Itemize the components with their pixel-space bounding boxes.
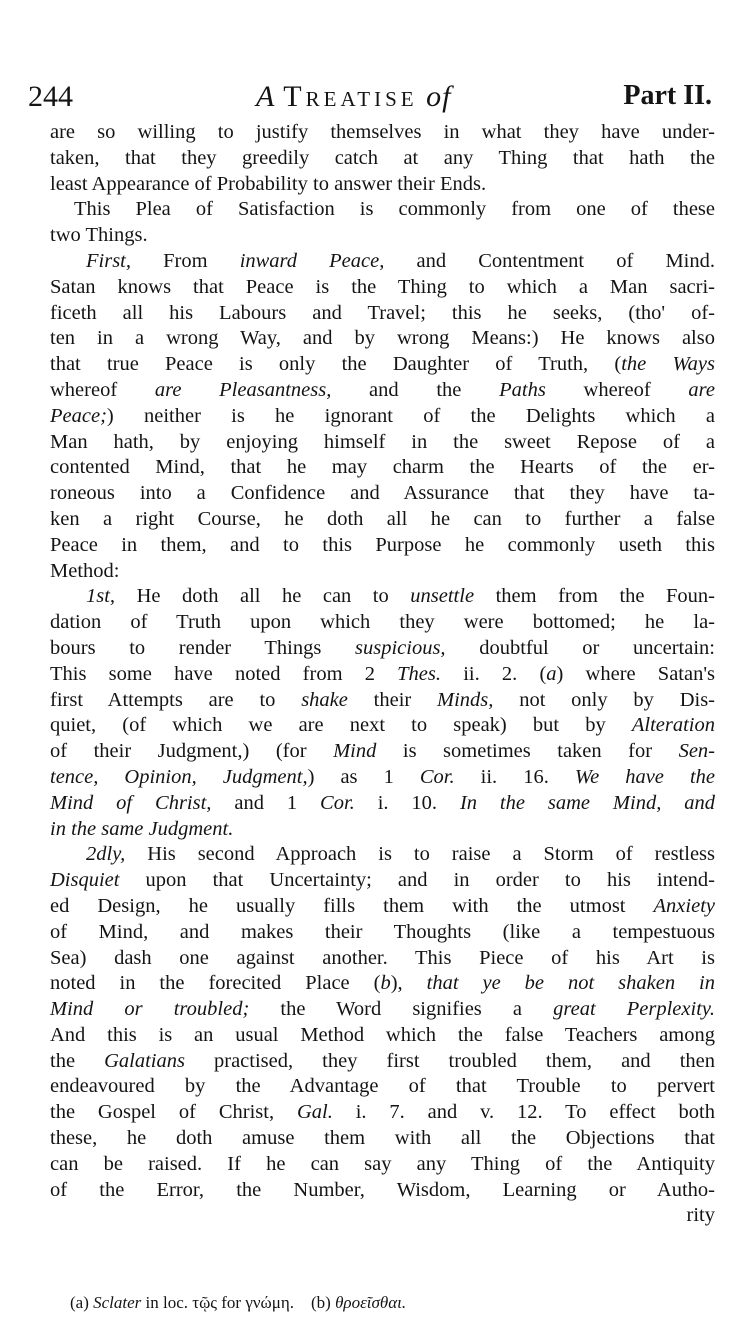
text-segment: two Things. (50, 224, 148, 247)
text-segment: Galatians (104, 1049, 185, 1072)
body-text (50, 120, 715, 1229)
text-line (50, 1049, 715, 1075)
running-title-prefix: A (256, 80, 275, 113)
text-segment: Man hath, by enjoying himself in the sweet Repose of a (50, 430, 715, 453)
text-segment: of the Error, the Number, Wisdom, Learning or Autho- (50, 1178, 715, 1201)
text-segment: We have the (574, 765, 715, 788)
text-line (50, 765, 715, 791)
text-segment: Sea) dash one against another. This Piece of his Art is (50, 946, 715, 969)
page-number: 244 (28, 80, 73, 113)
text-line (50, 533, 715, 559)
text-line (50, 559, 715, 585)
text-segment: Method: (50, 559, 120, 582)
text-line (50, 1152, 715, 1178)
text-segment: them from the Foun- (474, 585, 715, 608)
text-segment: Peace; (50, 404, 107, 427)
text-segment: and 1 (211, 791, 321, 814)
text-line (50, 971, 715, 997)
text-line (50, 1074, 715, 1100)
text-segment: Anxiety (653, 894, 715, 917)
text-line (50, 791, 715, 817)
running-title (256, 80, 451, 114)
text-line (50, 1126, 715, 1152)
text-segment: Alteration (631, 714, 715, 737)
running-header (28, 78, 712, 118)
part-label: Part II. (623, 80, 712, 111)
text-segment: From (131, 249, 240, 272)
footnote-b-text: θροεῖσθαι. (335, 1293, 407, 1312)
footnote-a-author: Sclater (93, 1293, 142, 1312)
text-segment: This some have noted from 2 (50, 662, 398, 685)
text-segment: And this is an usual Method which the false Teachers among (50, 1023, 715, 1046)
text-segment: i. 7. and v. 12. To effect both (332, 1101, 715, 1124)
text-segment: are (688, 378, 715, 401)
text-line (50, 1023, 715, 1049)
text-line (50, 378, 715, 404)
text-segment: and Contentment of Mind. (384, 249, 715, 272)
text-segment: Peace in them, and to this Purpose he commonly useth this (50, 533, 715, 556)
text-line (50, 352, 715, 378)
text-segment: endeavoured by the Advantage of that Trouble to pervert (50, 1075, 715, 1098)
text-segment: practised, they first troubled them, and then (184, 1049, 716, 1072)
text-segment: 1st, (86, 585, 116, 608)
text-segment: unsettle (410, 585, 475, 608)
text-segment: Cor. (419, 765, 455, 788)
text-segment: Gal. (296, 1101, 333, 1124)
text-segment: suspicious, (355, 636, 446, 659)
text-segment: upon that Uncertainty; and in order to his intend- (119, 869, 715, 892)
text-segment: the Gospel of Christ, (50, 1101, 297, 1124)
text-segment: least Appearance of Probability to answer their Ends. (50, 172, 487, 195)
text-line (50, 946, 715, 972)
text-segment: ten in a wrong Way, and by wrong Means:) He knows also (50, 327, 715, 350)
text-line (50, 146, 715, 172)
text-segment: His second Approach is to raise a Storm of restless (125, 843, 715, 866)
text-line (50, 584, 715, 610)
text-segment: ) as 1 (307, 765, 420, 788)
text-segment: whereof (50, 378, 155, 401)
text-segment: bours to render Things (50, 636, 355, 659)
text-line (50, 275, 715, 301)
text-segment: is sometimes taken for (376, 740, 679, 763)
text-segment: Mind (333, 740, 377, 763)
text-segment: In the same Mind, and (459, 791, 715, 814)
text-line (50, 326, 715, 352)
footnotes (70, 1293, 710, 1313)
text-line (50, 507, 715, 533)
text-segment: the (50, 1049, 105, 1072)
text-segment: ficeth all his Labours and Travel; this he seeks, (tho' of- (50, 301, 715, 324)
text-line (50, 868, 715, 894)
text-line (50, 430, 715, 456)
text-segment: a (546, 662, 557, 685)
text-segment: that true Peace is only the Daughter of Truth, ( (50, 353, 622, 376)
text-segment: ed Design, he usually fills them with the utmost (50, 894, 654, 917)
text-line (50, 1203, 715, 1229)
text-segment: are Pleasantness, (154, 378, 332, 401)
text-segment: these, he doth amuse them with all the Objections that (50, 1127, 715, 1150)
text-line (50, 1100, 715, 1126)
text-segment: their (347, 688, 438, 711)
text-line (50, 920, 715, 946)
text-segment: shake (301, 688, 348, 711)
text-segment: first Attempts are to (50, 688, 302, 711)
text-line (50, 713, 715, 739)
text-segment: Paths (499, 378, 546, 401)
text-segment: i. 10. (354, 791, 460, 814)
text-segment: Thes. (397, 662, 442, 685)
text-segment: Cor. (320, 791, 355, 814)
text-segment: taken, that they greedily catch at any Thing that hath the (50, 146, 715, 169)
text-line (50, 842, 715, 868)
text-line (50, 997, 715, 1023)
text-segment: contented Mind, that he may charm the Hearts of the er- (50, 456, 715, 479)
text-line (50, 610, 715, 636)
text-segment: tence, Opinion, Judgment, (50, 765, 308, 788)
footnote-a-mark: (a) (70, 1293, 89, 1312)
text-line (50, 223, 715, 249)
text-line (50, 301, 715, 327)
running-title-suffix: of (426, 80, 452, 113)
text-segment: the Ways (621, 353, 715, 376)
text-segment: of their Judgment,) (for (50, 740, 334, 763)
text-segment: Mind of Christ, (50, 791, 212, 814)
text-segment: rity (686, 1204, 715, 1227)
text-segment: First, (86, 249, 131, 272)
text-line (50, 120, 715, 146)
text-line (50, 894, 715, 920)
text-line (50, 688, 715, 714)
running-title-word: Treatise (283, 80, 418, 113)
text-segment: quiet, (of which we are next to speak) but by (50, 714, 632, 737)
text-segment: roneous into a Confidence and Assurance that they have ta- (50, 482, 715, 505)
text-segment: ii. 2. ( (441, 662, 547, 685)
text-segment: noted in the forecited Place ( (50, 972, 381, 995)
text-line (50, 662, 715, 688)
text-segment: dation of Truth upon which they were bottomed; he la- (50, 611, 715, 634)
footnote-a-text: in loc. τῷς for γνώμη. (145, 1293, 294, 1312)
text-segment: Satan knows that Peace is the Thing to which a Man sacri- (50, 275, 715, 298)
text-line (50, 455, 715, 481)
text-segment: are so willing to justify themselves in what they have under- (50, 121, 715, 143)
text-segment: Disquiet (50, 869, 120, 892)
text-segment: ken a right Course, he doth all he can to further a false (50, 507, 715, 530)
text-segment: not only by Dis- (493, 688, 716, 711)
text-segment: ), (390, 972, 427, 995)
text-segment: inward Peace, (239, 249, 385, 272)
text-line (50, 739, 715, 765)
text-segment: This Plea of Satisfaction is commonly from one of these (74, 198, 715, 221)
text-line (50, 481, 715, 507)
text-line (50, 249, 715, 275)
text-segment: ii. 16. (454, 765, 575, 788)
text-segment: in the same Judgment. (50, 817, 234, 840)
text-segment: Sen- (678, 740, 715, 763)
text-segment: b (380, 972, 391, 995)
text-segment: great Perplexity. (553, 998, 715, 1021)
text-line (50, 404, 715, 430)
text-line (50, 197, 715, 223)
footnote-b-mark: (b) (311, 1293, 331, 1312)
text-segment: ) neither is he ignorant of the Delights which a (106, 404, 715, 427)
text-segment: doubtful or uncertain: (445, 636, 715, 659)
text-segment: 2dly, (86, 843, 126, 866)
text-line (50, 817, 715, 843)
text-segment: Mind or troubled; (50, 998, 250, 1021)
text-segment: whereof (545, 378, 689, 401)
text-segment: of Mind, and makes their Thoughts (like a tempestuous (50, 920, 715, 943)
text-segment: Minds, (437, 688, 494, 711)
text-line (50, 636, 715, 662)
text-line (50, 172, 715, 198)
text-line (50, 1178, 715, 1204)
text-segment: the Word signifies a (249, 998, 554, 1021)
text-segment: that ye be not shaken in (426, 972, 715, 995)
text-segment: He doth all he can to (115, 585, 411, 608)
text-segment: can be raised. If he can say any Thing of the Antiquity (50, 1152, 715, 1175)
text-segment: and the (331, 378, 500, 401)
text-segment: ) where Satan's (556, 662, 716, 685)
